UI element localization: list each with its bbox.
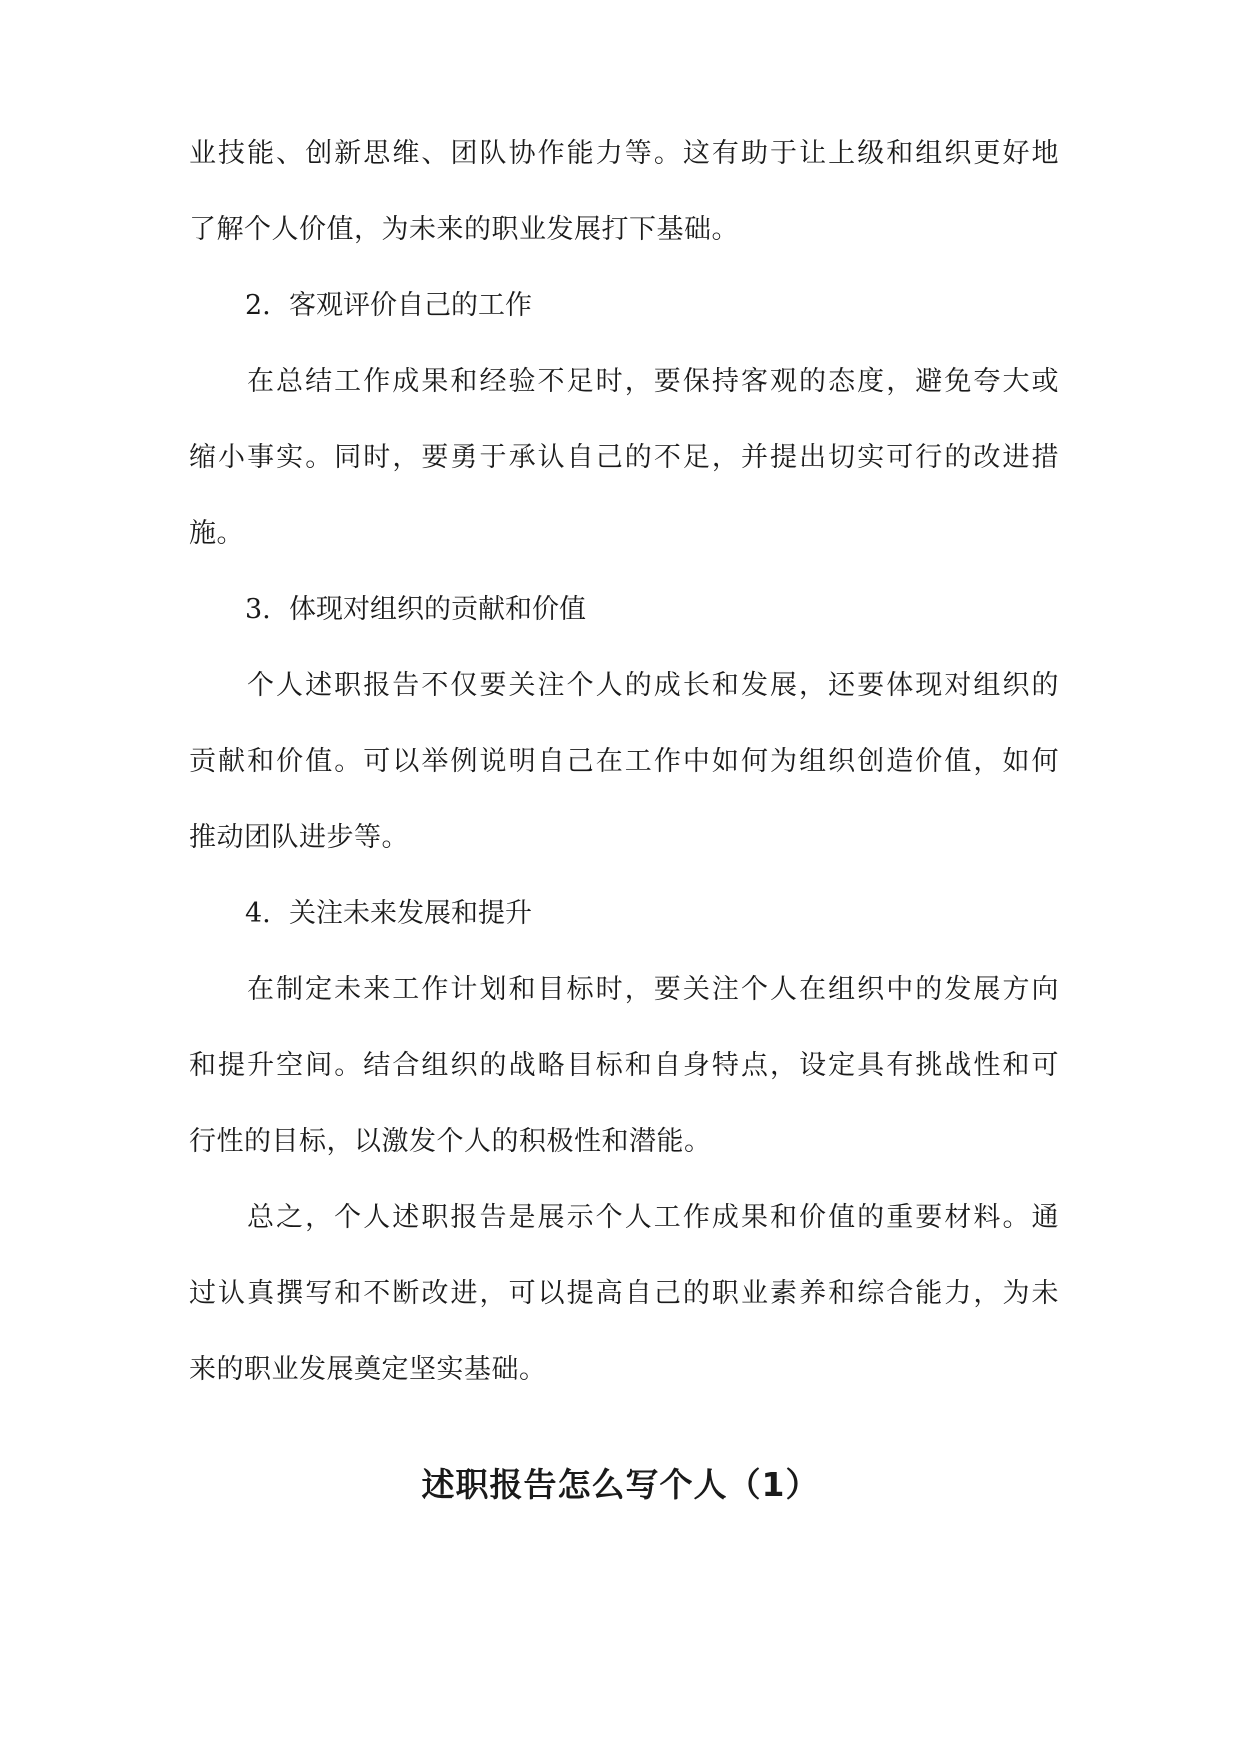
list-item-4-label: 关注未来发展和提升 [289,898,532,929]
list-item-2-number: 2. [245,290,271,321]
paragraph-3-line-1: 个人述职报告不仅要关注个人的成长和发展，还要体现对组织的 [247,670,1059,701]
paragraph-3-line-3: 推动团队进步等。 [189,822,409,853]
list-item-4-number: 4. [245,898,271,929]
paragraph-2-line-3: 施。 [189,518,244,549]
list-item-3-number: 3. [245,594,271,625]
list-item-2 [189,268,1059,344]
list-item-4 [189,876,1059,952]
paragraph-2-line-2: 缩小事实。同时，要勇于承认自己的不足，并提出切实可行的改进措 [189,442,1059,473]
paragraph-4-line-3: 行性的目标，以激发个人的积极性和潜能。 [189,1126,712,1157]
paragraph-2-line-1: 在总结工作成果和经验不足时，要保持客观的态度，避免夸大或 [247,366,1059,397]
paragraph-1-line-1: 业技能、创新思维、团队协作能力等。这有助于让上级和组织更好地 [189,138,1059,169]
paragraph-4-line-1: 在制定未来工作计划和目标时，要关注个人在组织中的发展方向 [247,974,1059,1005]
body-text [189,116,1059,1408]
paragraph-5-line-3: 来的职业发展奠定坚实基础。 [189,1354,547,1385]
paragraph-5-line-1: 总之，个人述职报告是展示个人工作成果和价值的重要材料。通 [247,1202,1059,1233]
paragraph-3-line-2: 贡献和价值。可以举例说明自己在工作中如何为组织创造价值，如何 [189,746,1059,777]
list-item-2-label: 客观评价自己的工作 [289,290,532,321]
list-item-3-label: 体现对组织的贡献和价值 [289,594,586,625]
list-item-3 [189,572,1059,648]
paragraph-5-line-2: 过认真撰写和不断改进，可以提高自己的职业素养和综合能力，为未 [189,1278,1059,1309]
paragraph-4-line-2: 和提升空间。结合组织的战略目标和自身特点，设定具有挑战性和可 [189,1050,1059,1081]
section-title: 述职报告怎么写个人（1） [421,1465,820,1504]
paragraph-1-line-2: 了解个人价值，为未来的职业发展打下基础。 [189,214,739,245]
